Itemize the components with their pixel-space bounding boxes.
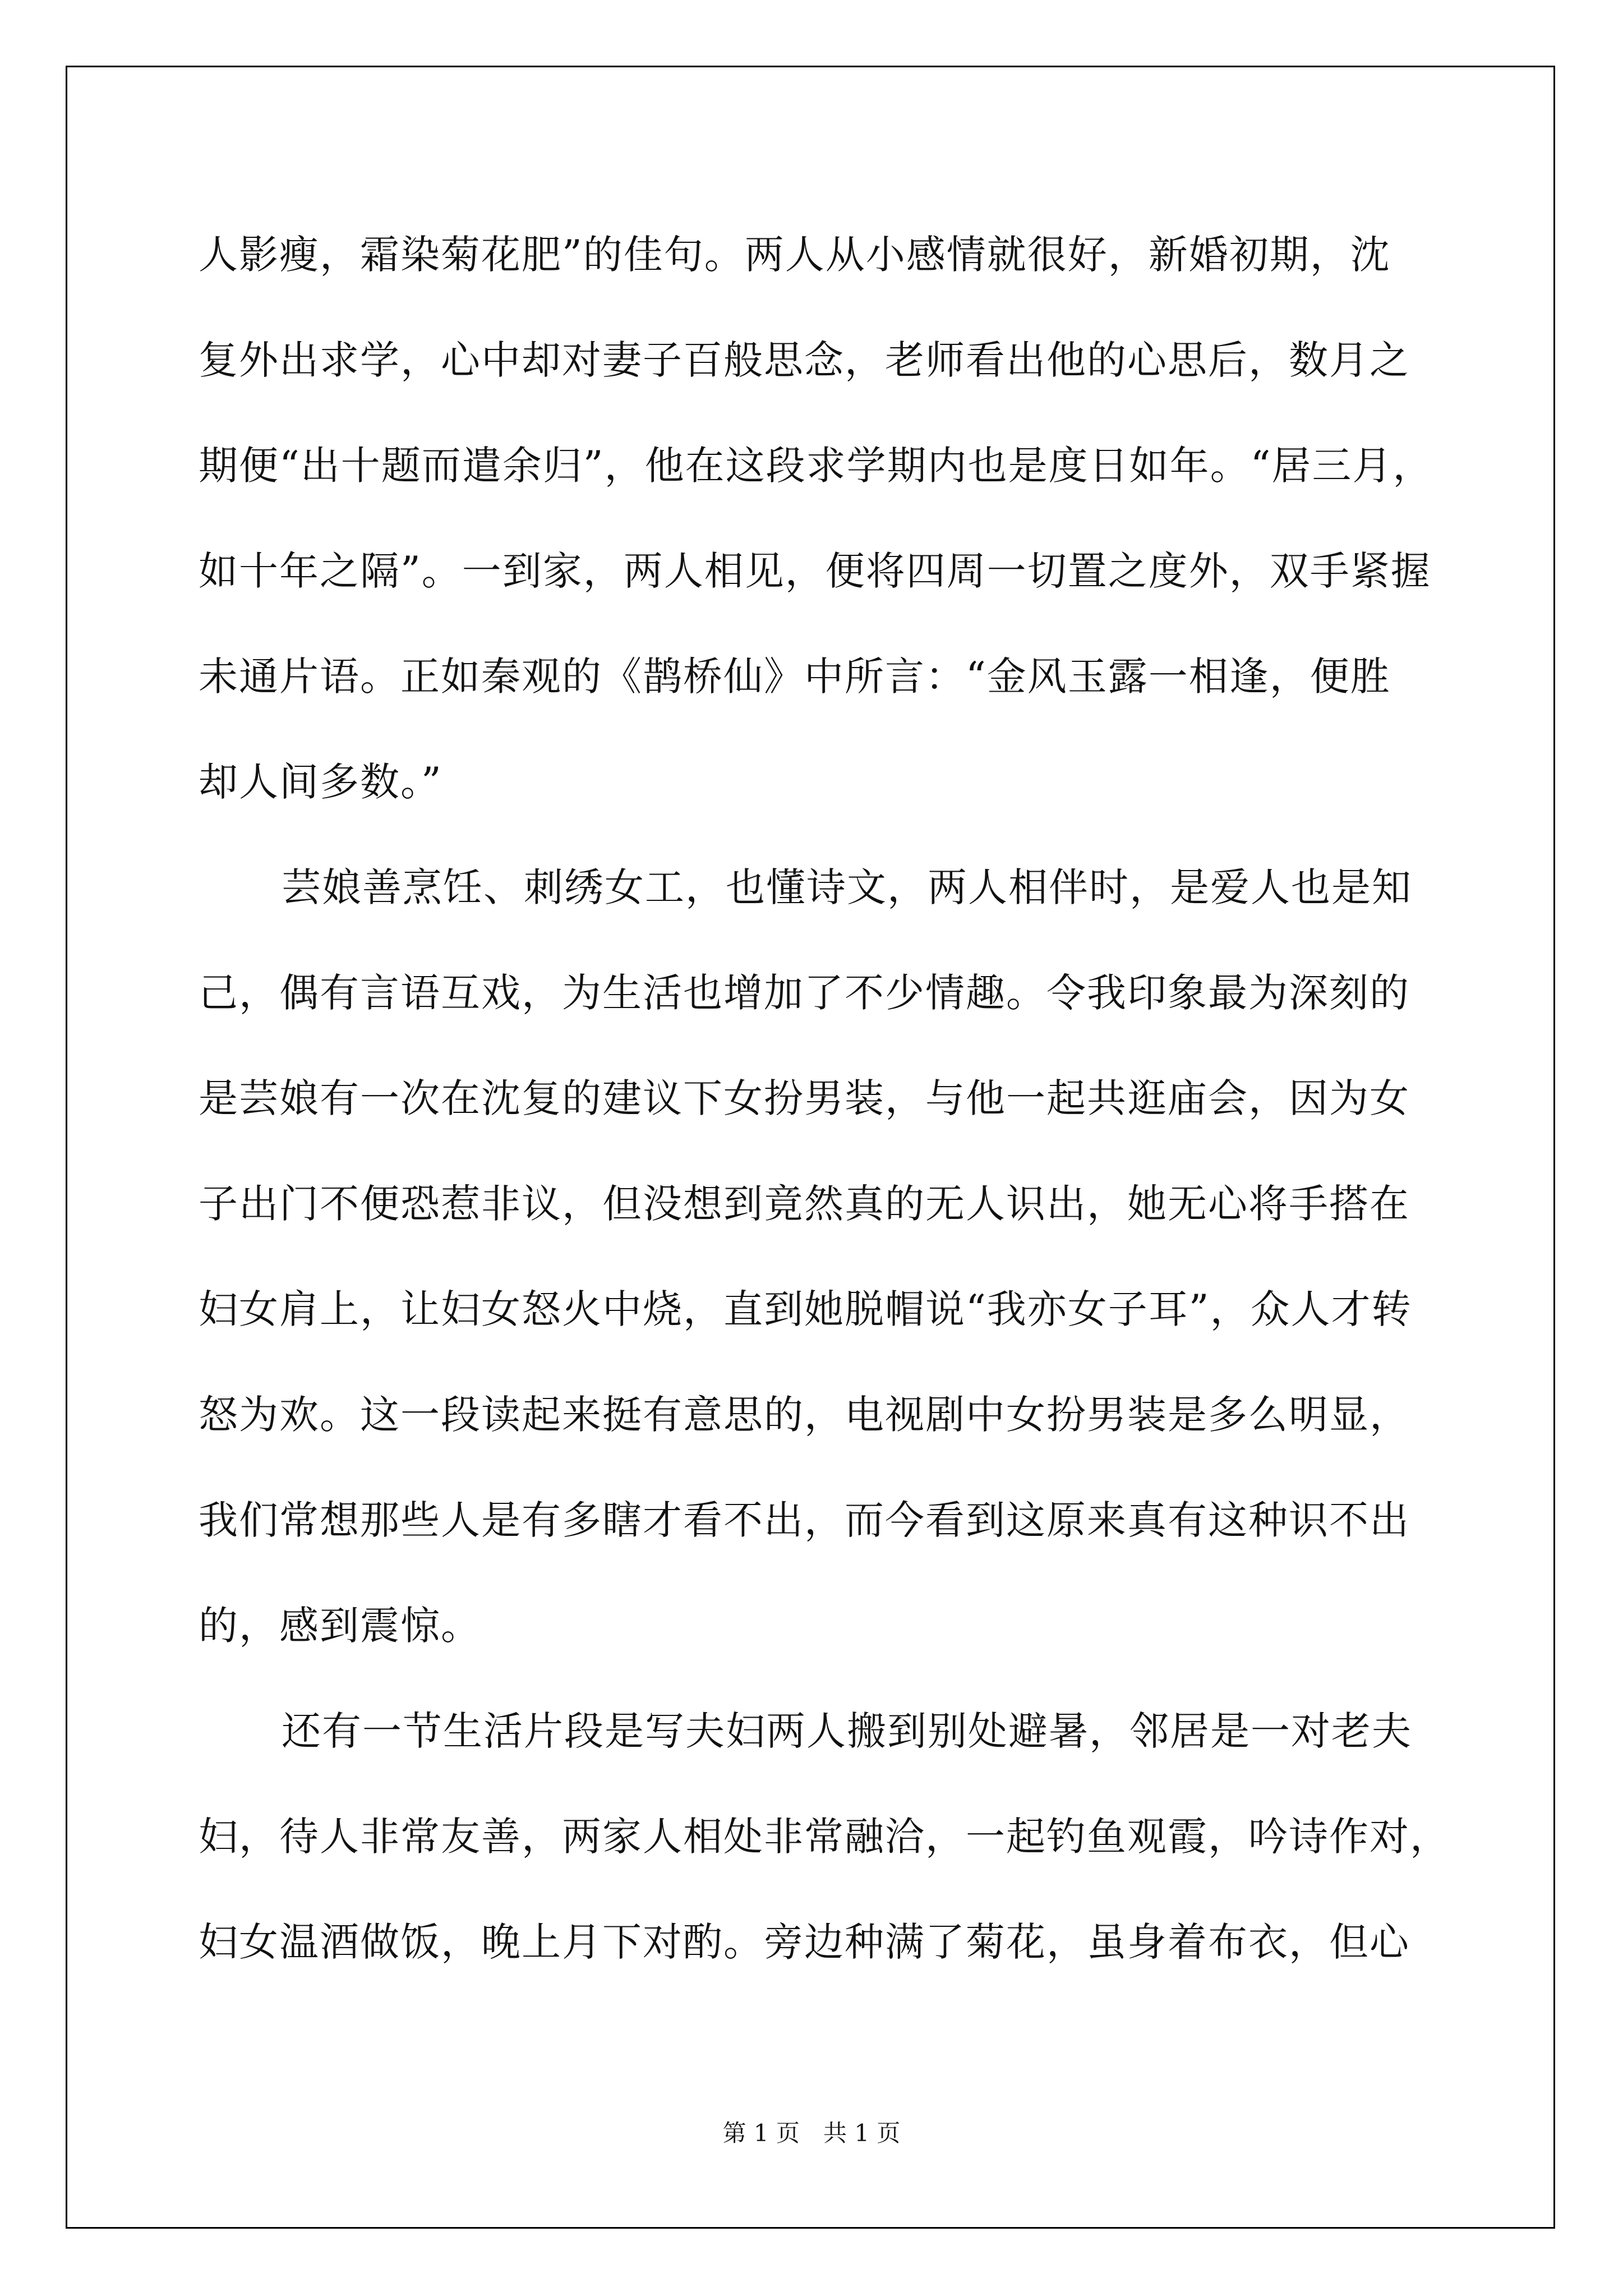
document-body (199, 202, 1450, 1995)
text-line-4: 如十年之隔”。一到家，两人相见，便将四周一切置之度外，双手紧握 (199, 548, 1431, 594)
text-line-10: 子出门不便恐惹非议，但没想到竟然真的无人识出，她无心将手搭在 (199, 1181, 1410, 1227)
text-line-12: 怒为欢。这一段读起来挺有意思的，电视剧中女扮男装是多么明显， (199, 1392, 1410, 1438)
text-line-17: 妇女温酒做饭，晚上月下对酌。旁边种满了菊花，虽身着布衣，但心 (199, 1919, 1410, 1965)
text-line-14: 的，感到震惊。 (199, 1603, 481, 1649)
text-line-15: 还有一节生活片段是写夫妇两人搬到别处避暑，邻居是一对老夫 (282, 1708, 1412, 1754)
text-line-1: 人影瘦，霜染菊花肥”的佳句。两人从小感情就很好，新婚初期，沈 (199, 232, 1391, 278)
text-line-7: 芸娘善烹饪、刺绣女工，也懂诗文，两人相伴时，是爱人也是知 (282, 864, 1412, 910)
text-line-2: 复外出求学，心中却对妻子百般思念，老师看出他的心思后，数月之 (199, 337, 1410, 383)
text-line-16: 妇，待人非常友善，两家人相处非常融洽，一起钓鱼观霞，吟诗作对， (199, 1814, 1450, 1860)
page-number-footer: 第 1 页 共 1 页 (722, 2119, 901, 2147)
text-line-13: 我们常想那些人是有多瞎才看不出，而今看到这原来真有这种识不出 (199, 1497, 1410, 1543)
text-line-11: 妇女肩上，让妇女怒火中烧，直到她脱帽说“我亦女子耳”，众人才转 (199, 1286, 1412, 1332)
text-line-3: 期便“出十题而遣余归”，他在这段求学期内也是度日如年。“居三月， (199, 443, 1433, 489)
text-line-9: 是芸娘有一次在沈复的建议下女扮男装，与他一起共逛庙会，因为女 (199, 1075, 1410, 1121)
text-line-6: 却人间多数。” (199, 759, 442, 805)
text-line-8: 己，偶有言语互戏，为生活也增加了不少情趣。令我印象最为深刻的 (199, 970, 1410, 1016)
text-line-5: 未通片语。正如秦观的《鹊桥仙》中所言：“金风玉露一相逢，便胜 (199, 654, 1391, 700)
